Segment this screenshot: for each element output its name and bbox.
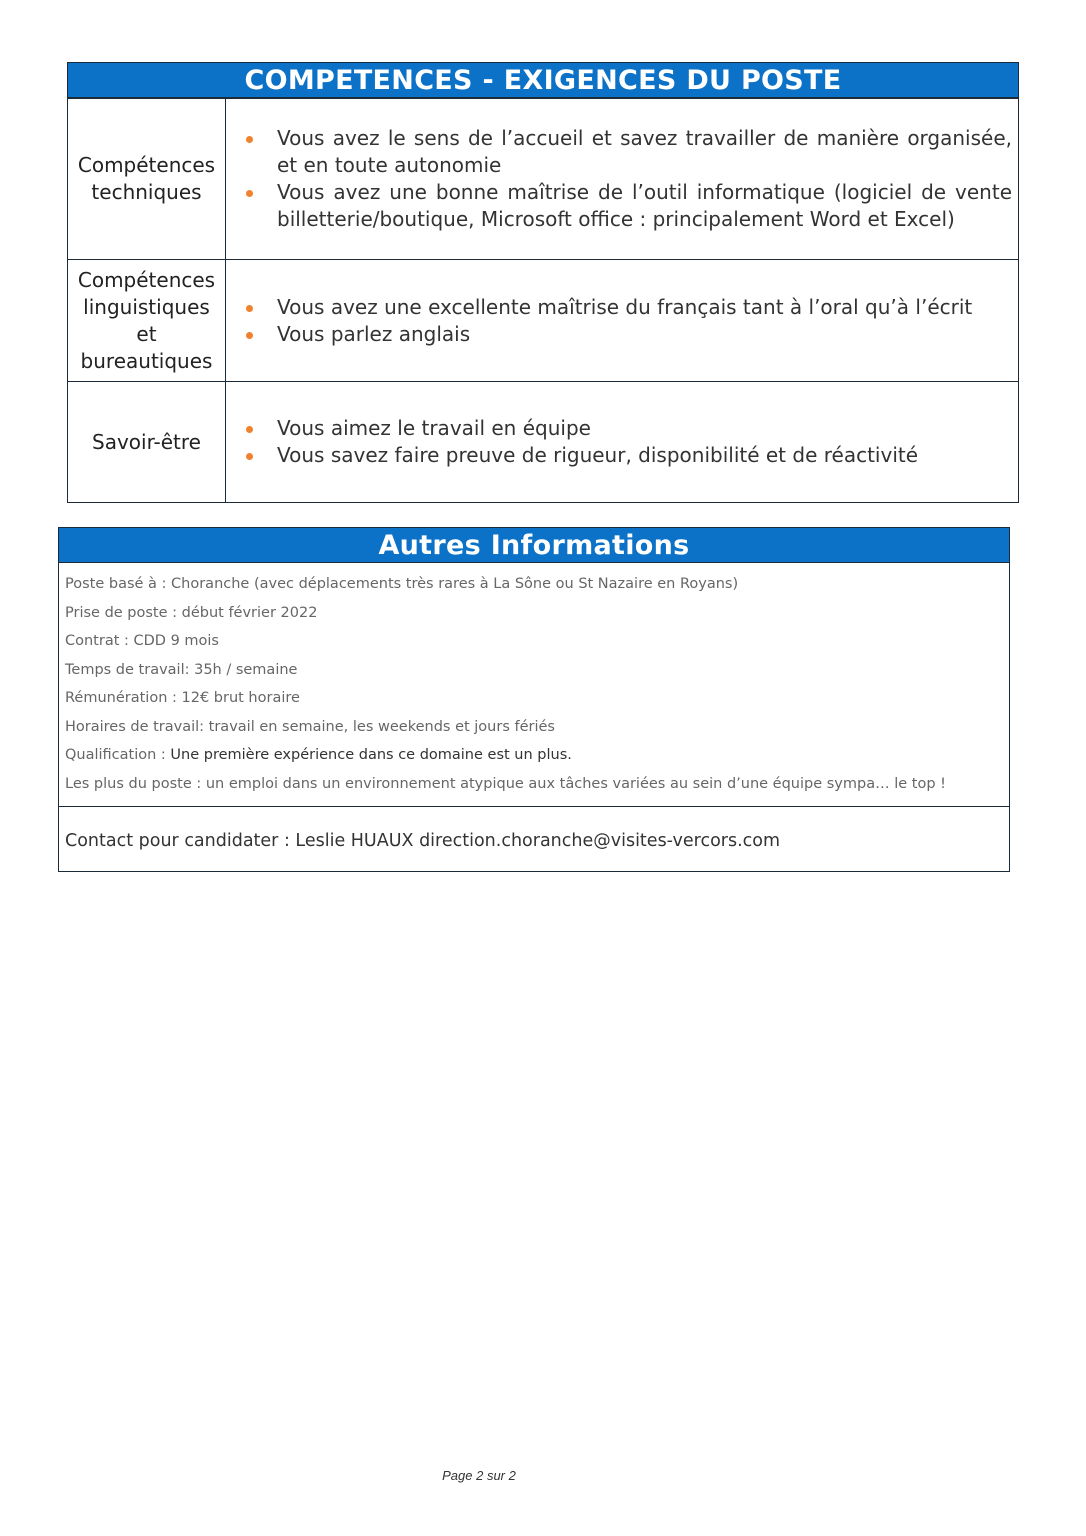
list-item: Vous parlez anglais <box>240 321 1012 348</box>
row-items-techniques <box>226 99 1019 260</box>
row-label-techniques <box>68 99 226 260</box>
label-line: linguistiques <box>83 294 210 319</box>
table-row <box>68 260 1019 382</box>
info-poste: Poste basé à : Choranche (avec déplacements très rares à La Sône ou St Nazaire en Royans) <box>65 576 739 592</box>
autres-box <box>58 563 1010 872</box>
label-line: Compétences <box>77 153 216 177</box>
table-row <box>68 99 1019 260</box>
page-number: Page 2 sur 2 <box>442 1468 516 1483</box>
competences-table <box>67 98 1019 503</box>
row-label-linguistiques <box>68 260 226 382</box>
list-item: Vous aimez le travail en équipe <box>240 415 1012 442</box>
autres-title: Autres Informations <box>58 527 1010 563</box>
row-items-linguistiques <box>226 260 1019 382</box>
info-plus: Les plus du poste : un emploi dans un environnement atypique aux tâches variées au sein d’une équipe sympa… le top ! <box>65 775 946 792</box>
competences-section <box>67 62 1019 503</box>
row-items-savoir-etre <box>226 382 1019 503</box>
competences-title: COMPETENCES - EXIGENCES DU POSTE <box>67 62 1019 98</box>
list-item: Vous avez le sens de l’accueil et savez travailler de manière organisée, et en toute autonomie <box>240 125 1012 179</box>
info-contrat: Contrat : CDD 9 mois <box>65 633 219 649</box>
label-line: et <box>136 321 157 346</box>
info-horaires: Horaires de travail: travail en semaine, les weekends et jours fériés <box>65 718 555 735</box>
list-item: Vous avez une excellente maîtrise du français tant à l’oral qu’à l’écrit <box>240 294 1012 321</box>
info-remuneration: Rémunération : 12€ brut horaire <box>65 690 300 706</box>
qualification-label: Qualification : <box>65 747 171 763</box>
list-item: Vous avez une bonne maîtrise de l’outil informatique (logiciel de vente billetterie/boutique, Microsoft office : principalement Word et Excel) <box>240 179 1012 233</box>
info-qualification <box>65 741 1003 770</box>
label-line: Savoir-être <box>92 429 201 454</box>
contact-line: Contact pour candidater : Leslie HUAUX direction.choranche@visites-vercors.com <box>65 831 781 851</box>
label-line: bureautiques <box>80 348 213 373</box>
row-label-savoir-etre <box>68 382 226 503</box>
qualification-value: Une première expérience dans ce domaine est un plus. <box>170 747 572 763</box>
label-line: techniques <box>91 180 202 204</box>
info-prise-de-poste: Prise de poste : début février 2022 <box>65 604 318 621</box>
list-item: Vous savez faire preuve de rigueur, disponibilité et de réactivité <box>240 442 1012 469</box>
info-temps: Temps de travail: 35h / semaine <box>65 661 298 678</box>
autres-informations-section <box>58 527 1010 872</box>
table-row <box>68 382 1019 503</box>
label-line: Compétences <box>77 267 216 292</box>
info-lines <box>59 563 1009 807</box>
